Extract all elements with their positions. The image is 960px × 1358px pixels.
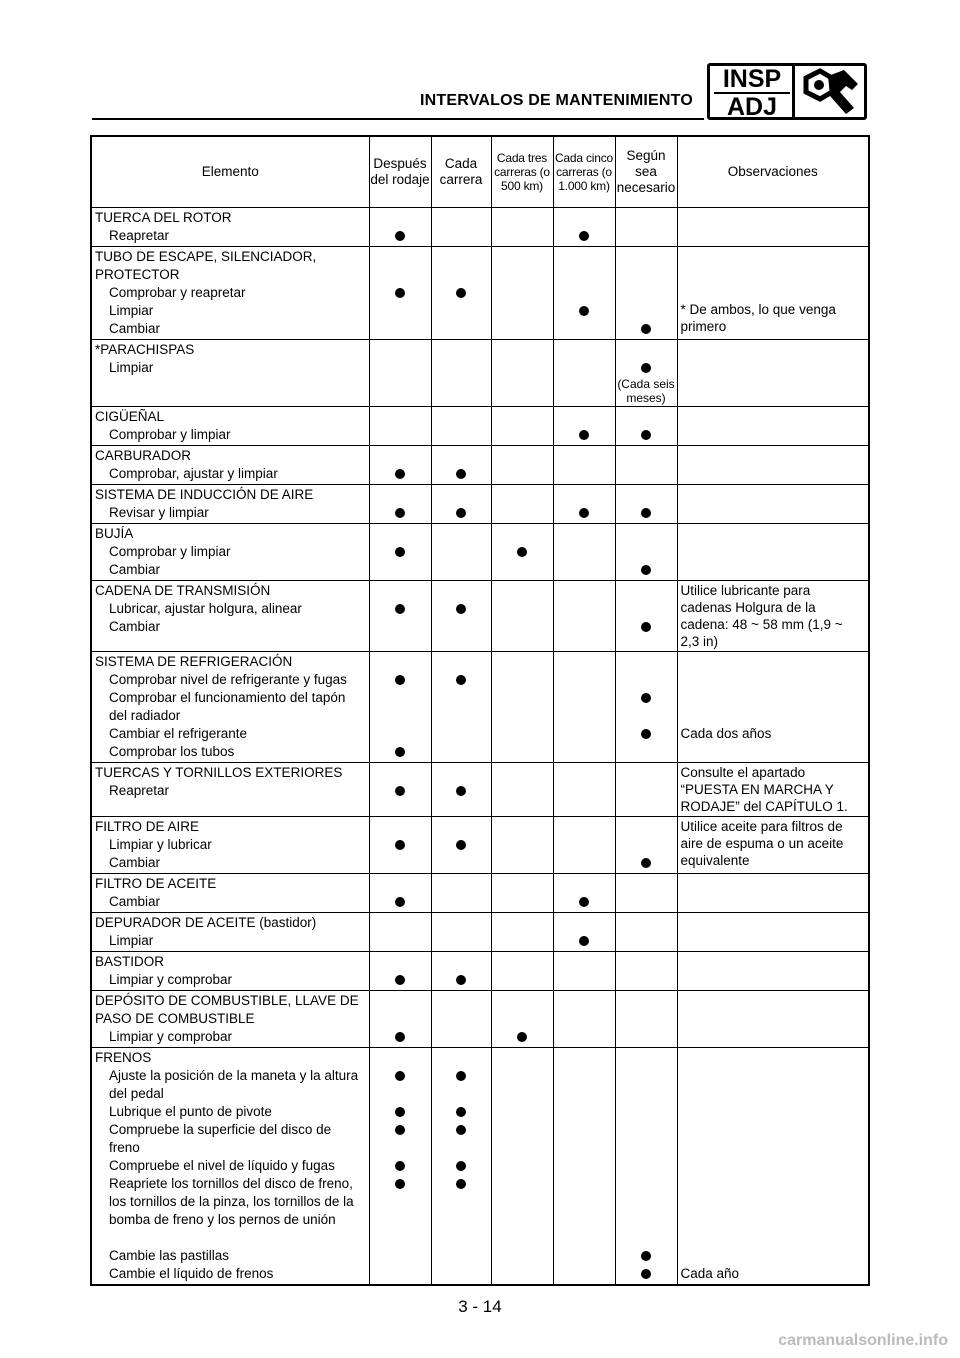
observation-text: Utilice aceite para filtros de aire de espuma o un aceite equivalente xyxy=(680,819,844,868)
interval-cell xyxy=(615,581,677,652)
interval-cell xyxy=(369,952,431,991)
wrench-icon xyxy=(798,68,864,116)
item-label: Compruebe la superficie del disco de freno xyxy=(109,1122,332,1155)
interval-note: (Cada seis meses) xyxy=(617,377,675,405)
interval-cell xyxy=(615,763,677,817)
interval-mark xyxy=(395,1125,405,1135)
table-row xyxy=(91,991,869,1048)
interval-cell xyxy=(553,247,615,340)
element-cell xyxy=(91,247,369,340)
interval-cell xyxy=(369,991,431,1048)
interval-mark xyxy=(395,840,405,850)
interval-mark xyxy=(395,508,405,518)
interval-cell xyxy=(491,524,553,581)
interval-mark xyxy=(579,306,589,316)
interval-mark xyxy=(641,363,651,373)
interval-mark xyxy=(517,1032,527,1042)
interval-cell xyxy=(369,485,431,524)
interval-mark xyxy=(395,675,405,685)
interval-cell xyxy=(553,446,615,485)
interval-mark xyxy=(456,288,466,298)
item-label: Lubrique el punto de pivote xyxy=(109,1104,272,1119)
interval-cell xyxy=(431,652,491,763)
item-label: Lubricar, ajustar holgura, alinear xyxy=(109,601,302,616)
element-cell xyxy=(91,652,369,763)
item-label: Reapretar xyxy=(109,783,170,798)
element-cell xyxy=(91,817,369,874)
item-label: Limpiar y lubricar xyxy=(109,837,212,852)
interval-cell xyxy=(491,913,553,952)
element-cell xyxy=(91,340,369,407)
interval-mark xyxy=(395,547,405,557)
observations-cell xyxy=(677,874,869,913)
observations-cell xyxy=(677,1048,869,1286)
interval-cell xyxy=(431,446,491,485)
interval-cell xyxy=(615,247,677,340)
interval-mark xyxy=(579,508,589,518)
table-row xyxy=(91,407,869,446)
interval-cell xyxy=(491,991,553,1048)
item-label: Comprobar y reapretar xyxy=(109,285,246,300)
interval-cell xyxy=(491,208,553,247)
item-label: Comprobar el funcionamiento del tapón del radiador xyxy=(109,690,346,723)
group-title: TUERCA DEL ROTOR xyxy=(95,210,232,225)
observations-cell xyxy=(677,524,869,581)
interval-mark xyxy=(395,786,405,796)
interval-cell xyxy=(431,407,491,446)
interval-mark xyxy=(456,508,466,518)
interval-mark xyxy=(395,231,405,241)
interval-cell xyxy=(431,208,491,247)
item-label: Limpiar xyxy=(109,933,154,948)
interval-cell xyxy=(553,952,615,991)
section-title: INTERVALOS DE MANTENIMIENTO xyxy=(420,92,693,109)
item-label: Cambiar xyxy=(109,855,161,870)
element-cell xyxy=(91,407,369,446)
table-header-row xyxy=(91,136,869,208)
group-title: DEPÓSITO DE COMBUSTIBLE, LLAVE DE PASO DE COMBUSTIBLE xyxy=(95,993,359,1026)
interval-cell xyxy=(615,524,677,581)
interval-cell xyxy=(491,247,553,340)
interval-cell xyxy=(369,208,431,247)
group-title: CIGÜEÑAL xyxy=(95,409,165,424)
interval-cell xyxy=(491,340,553,407)
item-label: Comprobar los tubos xyxy=(109,744,235,759)
interval-cell xyxy=(491,1048,553,1286)
header-rule xyxy=(92,118,704,120)
interval-cell xyxy=(553,652,615,763)
insp-adj-badge xyxy=(707,63,867,120)
interval-mark xyxy=(395,604,405,614)
page-number: 3 - 14 xyxy=(458,1297,502,1316)
interval-cell xyxy=(369,874,431,913)
group-title: BASTIDOR xyxy=(95,954,165,969)
element-cell xyxy=(91,524,369,581)
item-label: Reapretar xyxy=(109,228,170,243)
badge-insp-label: INSP xyxy=(722,65,782,93)
observations-cell xyxy=(677,952,869,991)
header-cada-carrera: Cada carrera xyxy=(431,136,491,208)
observation-text: Cada año xyxy=(680,1266,740,1281)
item-label: Reapriete los tornillos del disco de freno, los tornillos de la pinza, los tornillos de la bomba de freno y los pernos de unión xyxy=(109,1176,354,1227)
group-title: *PARACHISPAS xyxy=(95,342,195,357)
interval-mark xyxy=(579,231,589,241)
interval-mark xyxy=(456,1179,466,1189)
table-row xyxy=(91,581,869,652)
group-title: SISTEMA DE INDUCCIÓN DE AIRE xyxy=(95,487,314,502)
interval-mark xyxy=(641,622,651,632)
table-row xyxy=(91,817,869,874)
interval-mark xyxy=(456,604,466,614)
interval-cell xyxy=(615,991,677,1048)
header-despues: Después del rodaje xyxy=(369,136,431,208)
observations-cell xyxy=(677,817,869,874)
element-cell xyxy=(91,208,369,247)
interval-mark xyxy=(395,1071,405,1081)
badge-adj-label: ADJ xyxy=(714,92,790,120)
item-label: Comprobar nivel de refrigerante y fugas xyxy=(109,672,347,687)
interval-cell xyxy=(369,446,431,485)
item-label: Comprobar y limpiar xyxy=(109,427,231,442)
interval-cell xyxy=(615,407,677,446)
interval-mark xyxy=(641,729,651,739)
interval-cell xyxy=(431,485,491,524)
interval-cell xyxy=(615,913,677,952)
interval-mark xyxy=(456,786,466,796)
interval-cell xyxy=(615,1048,677,1286)
interval-mark xyxy=(579,897,589,907)
group-title: CADENA DE TRANSMISIÓN xyxy=(95,583,271,598)
interval-cell xyxy=(553,913,615,952)
item-label: Cambiar el refrigerante xyxy=(109,726,248,741)
interval-mark xyxy=(456,1161,466,1171)
group-title: FILTRO DE AIRE xyxy=(95,819,200,834)
item-label: Comprobar y limpiar xyxy=(109,544,231,559)
group-title: BUJÍA xyxy=(95,526,134,541)
interval-cell xyxy=(369,652,431,763)
interval-cell xyxy=(491,652,553,763)
element-cell xyxy=(91,874,369,913)
interval-mark xyxy=(395,469,405,479)
table-row xyxy=(91,913,869,952)
interval-mark xyxy=(395,1161,405,1171)
interval-mark xyxy=(395,1179,405,1189)
item-label: Revisar y limpiar xyxy=(109,505,209,520)
interval-cell xyxy=(553,1048,615,1286)
interval-mark xyxy=(579,936,589,946)
interval-mark xyxy=(641,1269,651,1279)
interval-cell xyxy=(431,874,491,913)
observations-cell xyxy=(677,913,869,952)
item-label: Limpiar xyxy=(109,360,154,375)
interval-cell xyxy=(369,913,431,952)
group-title: DEPURADOR DE ACEITE (bastidor) xyxy=(95,915,317,930)
observations-cell xyxy=(677,446,869,485)
interval-cell xyxy=(369,247,431,340)
interval-mark xyxy=(456,1107,466,1117)
item-label: Limpiar y comprobar xyxy=(109,1029,233,1044)
interval-cell xyxy=(369,763,431,817)
interval-mark xyxy=(395,975,405,985)
item-label: Cambiar xyxy=(109,894,161,909)
interval-mark xyxy=(395,747,405,757)
interval-cell xyxy=(553,874,615,913)
interval-mark xyxy=(641,1251,651,1261)
group-title: TUBO DE ESCAPE, SILENCIADOR, PROTECTOR xyxy=(95,249,317,282)
header-segun: Según sea necesario xyxy=(615,136,677,208)
observation-text: Utilice lubricante para cadenas Holgura de la cadena: 48 ~ 58 mm (1,9 ~ 2,3 in) xyxy=(680,583,843,649)
table-row xyxy=(91,1048,869,1286)
interval-cell xyxy=(369,340,431,407)
interval-cell xyxy=(615,874,677,913)
interval-mark xyxy=(456,975,466,985)
observations-cell xyxy=(677,208,869,247)
interval-mark xyxy=(641,508,651,518)
table-row xyxy=(91,952,869,991)
table-row xyxy=(91,485,869,524)
interval-cell xyxy=(553,581,615,652)
element-cell xyxy=(91,1048,369,1286)
interval-cell xyxy=(431,991,491,1048)
interval-mark xyxy=(456,675,466,685)
item-label: Cambie las pastillas xyxy=(109,1248,230,1263)
interval-cell xyxy=(431,952,491,991)
group-title: SISTEMA DE REFRIGERACIÓN xyxy=(95,654,293,669)
header-observaciones: Observaciones xyxy=(677,136,869,208)
element-cell xyxy=(91,763,369,817)
interval-cell xyxy=(491,763,553,817)
interval-cell xyxy=(369,524,431,581)
interval-cell xyxy=(369,817,431,874)
interval-cell xyxy=(553,817,615,874)
watermark: carmanualsonline.info xyxy=(778,1332,948,1349)
item-label: Cambiar xyxy=(109,321,161,336)
interval-cell xyxy=(553,524,615,581)
item-label: Cambiar xyxy=(109,619,161,634)
element-cell xyxy=(91,913,369,952)
table-row xyxy=(91,340,869,407)
badge-divider xyxy=(792,66,795,117)
item-label: Cambiar xyxy=(109,562,161,577)
table-row xyxy=(91,524,869,581)
table-row xyxy=(91,763,869,817)
observations-cell xyxy=(677,247,869,340)
interval-cell xyxy=(615,952,677,991)
interval-cell xyxy=(431,763,491,817)
table-row xyxy=(91,874,869,913)
interval-cell xyxy=(615,340,677,407)
interval-cell xyxy=(553,208,615,247)
table-row xyxy=(91,247,869,340)
interval-mark xyxy=(395,897,405,907)
observations-cell xyxy=(677,652,869,763)
observation-text: Cada dos años xyxy=(680,726,772,741)
interval-mark xyxy=(641,858,651,868)
interval-cell xyxy=(491,446,553,485)
interval-mark xyxy=(395,1107,405,1117)
interval-cell xyxy=(431,913,491,952)
interval-cell xyxy=(431,817,491,874)
interval-mark xyxy=(517,547,527,557)
interval-mark xyxy=(395,288,405,298)
observations-cell xyxy=(677,581,869,652)
interval-cell xyxy=(491,407,553,446)
element-cell xyxy=(91,581,369,652)
interval-mark xyxy=(641,430,651,440)
element-cell xyxy=(91,446,369,485)
header-cada-tres: Cada tres carreras (o 500 km) xyxy=(491,136,553,208)
header-elemento: Elemento xyxy=(91,136,369,208)
interval-mark xyxy=(641,693,651,703)
table-row xyxy=(91,652,869,763)
maintenance-table xyxy=(90,135,870,1286)
observation-text: Consulte el apartado “PUESTA EN MARCHA Y RODAJE” del CAPÍTULO 1. xyxy=(680,765,848,814)
interval-cell xyxy=(369,581,431,652)
item-label: Cambie el líquido de frenos xyxy=(109,1266,274,1281)
item-label: Limpiar y comprobar xyxy=(109,972,233,987)
group-title: TUERCAS Y TORNILLOS EXTERIORES xyxy=(95,765,343,780)
group-title: CARBURADOR xyxy=(95,448,192,463)
interval-mark xyxy=(456,1125,466,1135)
item-label: Comprobar, ajustar y limpiar xyxy=(109,466,278,481)
interval-cell xyxy=(431,1048,491,1286)
interval-cell xyxy=(491,874,553,913)
interval-cell xyxy=(431,340,491,407)
table-row xyxy=(91,208,869,247)
element-cell xyxy=(91,991,369,1048)
observation-text: * De ambos, lo que venga primero xyxy=(680,302,836,334)
observations-cell xyxy=(677,763,869,817)
interval-cell xyxy=(431,581,491,652)
table-row xyxy=(91,446,869,485)
interval-cell xyxy=(615,652,677,763)
header-cada-cinco: Cada cinco carreras (o 1.000 km) xyxy=(553,136,615,208)
interval-mark xyxy=(641,324,651,334)
interval-mark xyxy=(641,565,651,575)
interval-cell xyxy=(491,581,553,652)
interval-mark xyxy=(579,430,589,440)
interval-cell xyxy=(553,485,615,524)
interval-cell xyxy=(553,340,615,407)
interval-cell xyxy=(615,208,677,247)
interval-cell xyxy=(615,817,677,874)
observations-cell xyxy=(677,407,869,446)
interval-mark xyxy=(456,1071,466,1081)
element-cell xyxy=(91,485,369,524)
interval-mark xyxy=(456,840,466,850)
interval-mark xyxy=(395,1032,405,1042)
interval-cell xyxy=(431,524,491,581)
item-label: Limpiar xyxy=(109,303,154,318)
item-label: Ajuste la posición de la maneta y la altura del pedal xyxy=(109,1068,359,1101)
element-cell xyxy=(91,952,369,991)
interval-cell xyxy=(491,485,553,524)
interval-cell xyxy=(431,247,491,340)
item-label: Compruebe el nivel de líquido y fugas xyxy=(109,1158,335,1173)
observations-cell xyxy=(677,340,869,407)
interval-cell xyxy=(553,407,615,446)
observations-cell xyxy=(677,485,869,524)
interval-mark xyxy=(456,469,466,479)
interval-cell xyxy=(491,817,553,874)
interval-cell xyxy=(553,763,615,817)
interval-cell xyxy=(491,952,553,991)
interval-cell xyxy=(369,407,431,446)
interval-cell xyxy=(615,446,677,485)
observations-cell xyxy=(677,991,869,1048)
interval-cell xyxy=(553,991,615,1048)
interval-cell xyxy=(615,485,677,524)
interval-cell xyxy=(369,1048,431,1286)
group-title: FILTRO DE ACEITE xyxy=(95,876,217,891)
group-title: FRENOS xyxy=(95,1050,152,1065)
